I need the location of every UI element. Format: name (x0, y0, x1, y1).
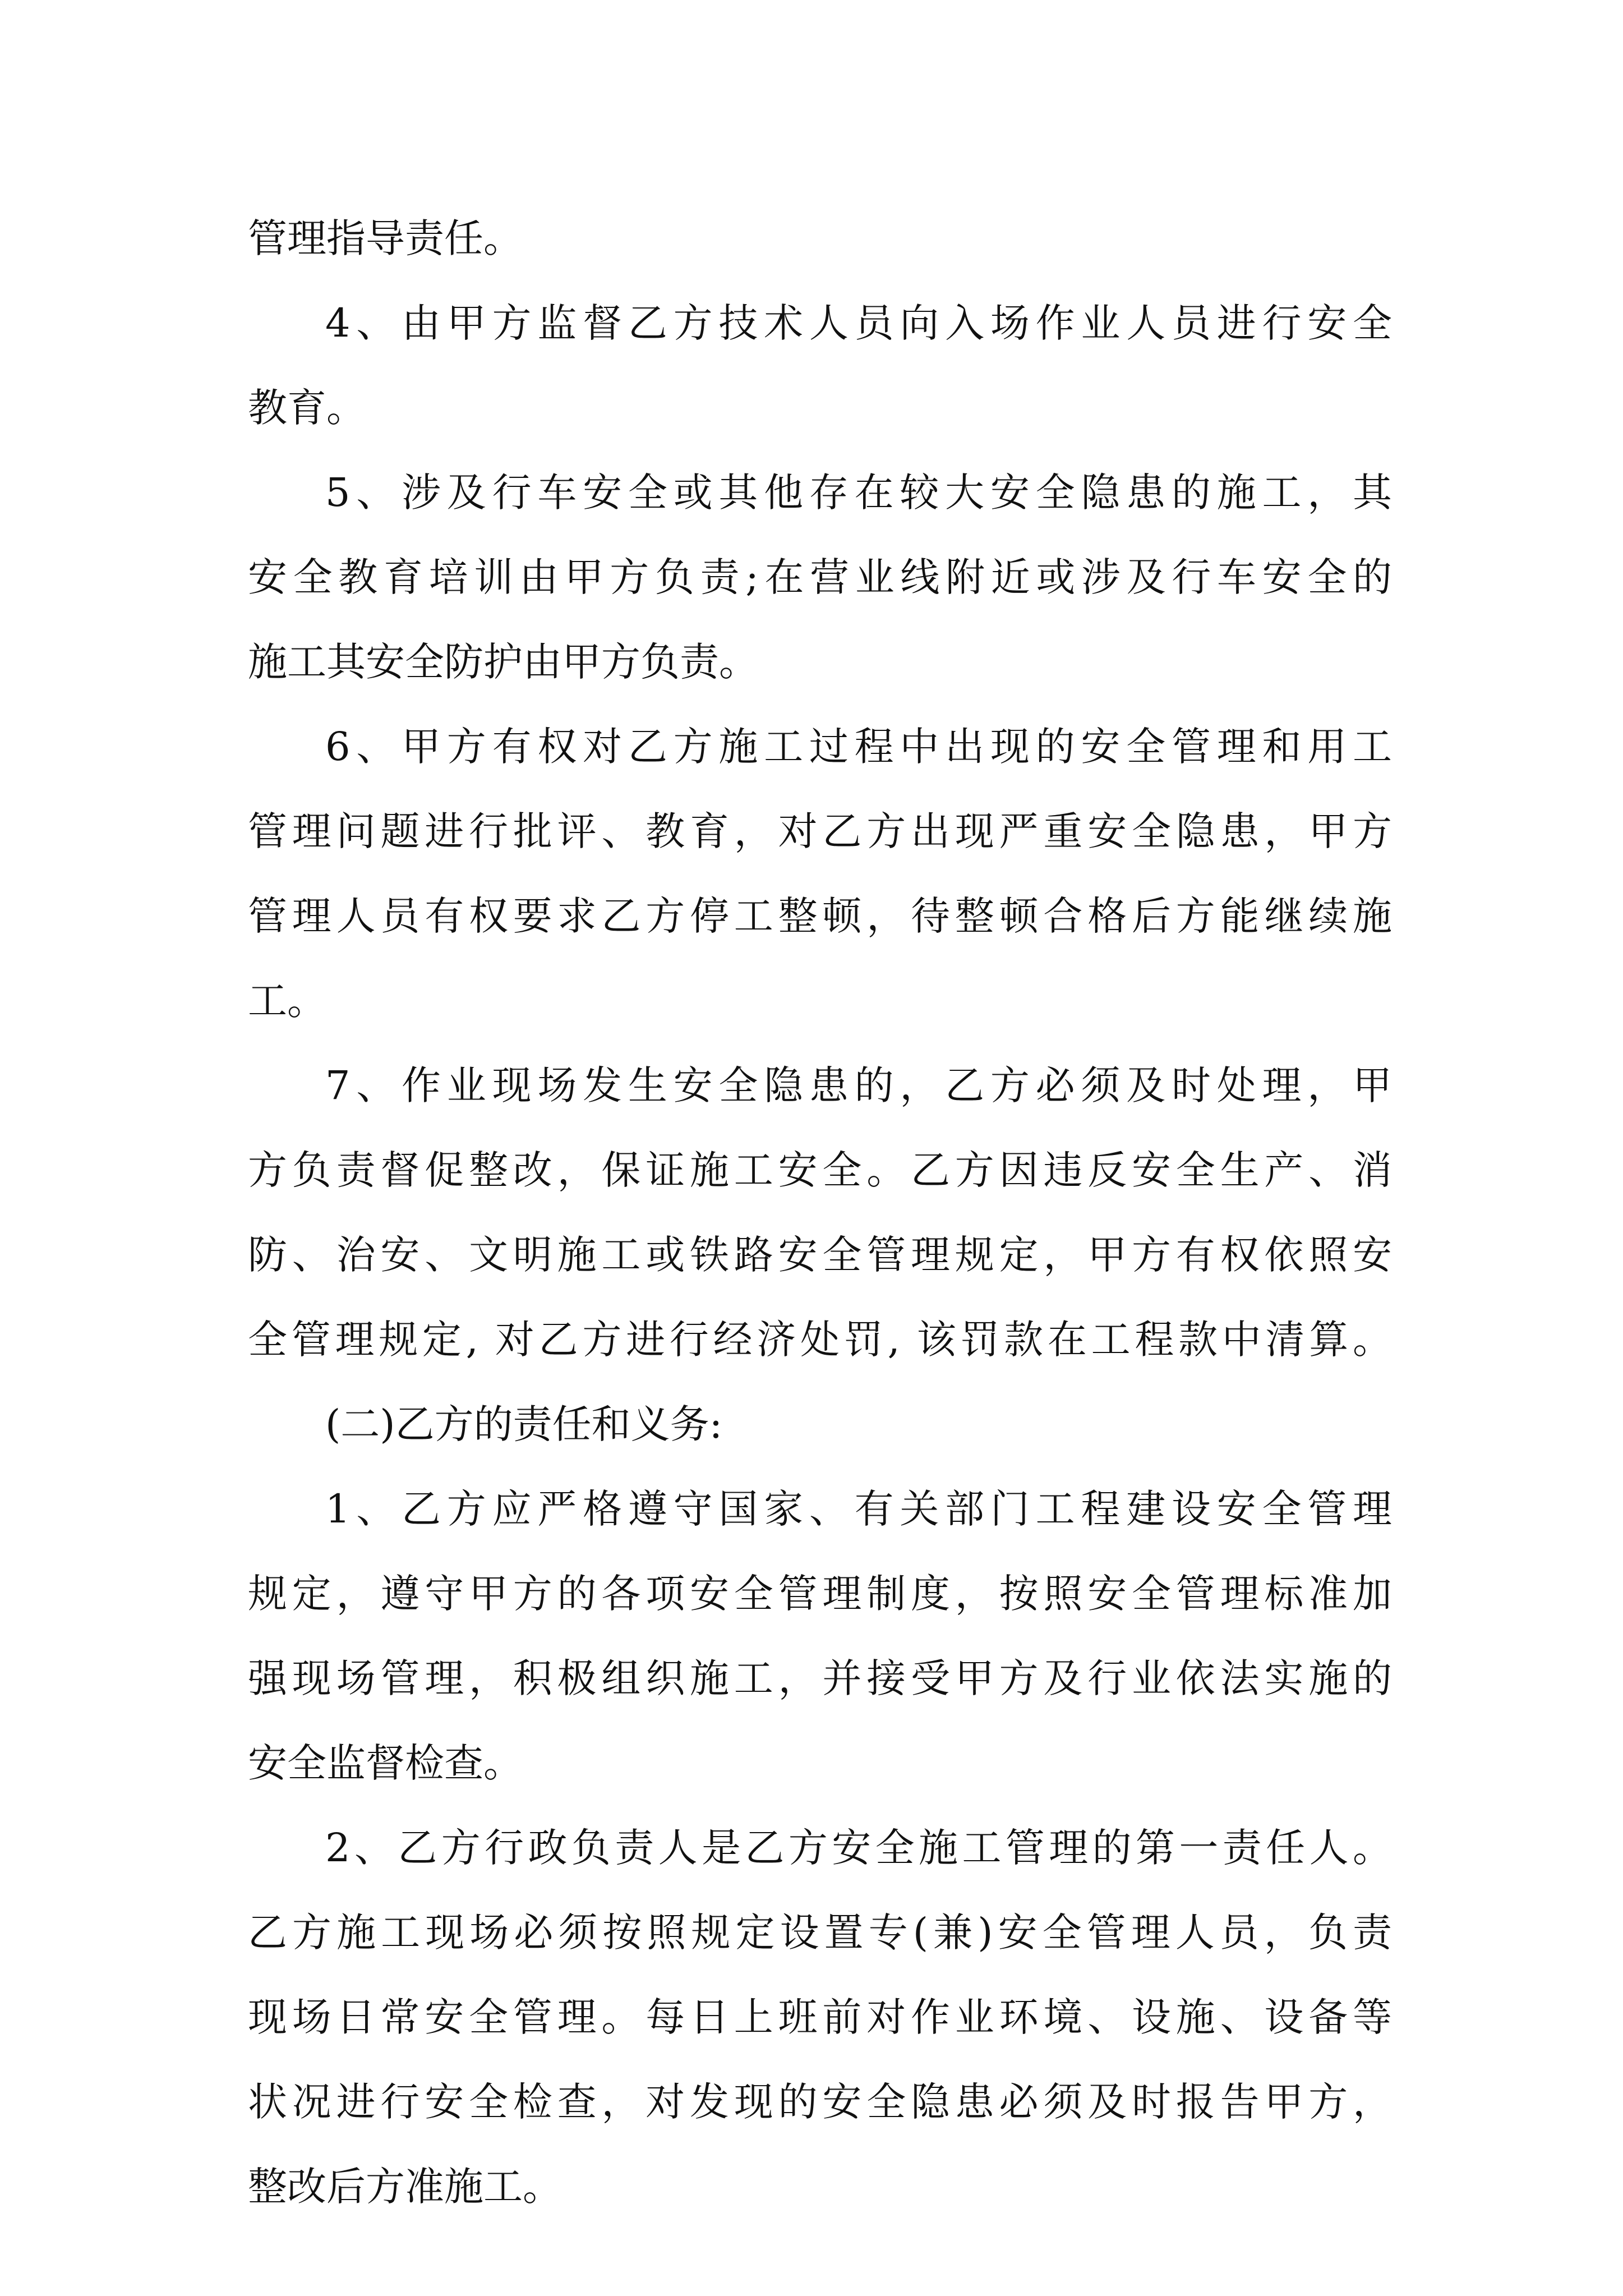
text-line: 状况进行安全检查，对发现的安全隐患必须及时报告甲方， (248, 2079, 1392, 2125)
text-line: 7、作业现场发生安全隐患的，乙方必须及时处理，甲 (325, 1062, 1392, 1108)
text-line: 管理人员有权要求乙方停工整顿，待整顿合格后方能继续施 (248, 893, 1392, 939)
text-line: 施工其安全防护由甲方负责。 (248, 639, 758, 685)
text-line: 6、甲方有权对乙方施工过程中出现的安全管理和用工 (325, 724, 1392, 770)
text-line: 全管理规定, 对乙方进行经济处罚, 该罚款在工程款中清算。 (248, 1317, 1392, 1363)
text-line: 防、治安、文明施工或铁路安全管理规定，甲方有权依照安 (248, 1232, 1392, 1278)
text-line: 管理问题进行批评、教育，对乙方出现严重安全隐患，甲方 (248, 808, 1392, 854)
text-line: 工。 (248, 978, 326, 1024)
text-line: 强现场管理，积极组织施工，并接受甲方及行业依法实施的 (248, 1655, 1392, 1701)
text-line: 安全教育培训由甲方负责;在营业线附近或涉及行车安全的 (248, 554, 1392, 600)
text-line: 5、涉及行车安全或其他存在较大安全隐患的施工，其 (325, 470, 1392, 516)
section-heading: (二)乙方的责任和义务: (325, 1401, 723, 1447)
text-line: 规定，遵守甲方的各项安全管理制度，按照安全管理标准加 (248, 1571, 1392, 1617)
text-line: 乙方施工现场必须按照规定设置专(兼)安全管理人员，负责 (248, 1910, 1392, 1955)
text-line: 整改后方准施工。 (248, 2164, 562, 2210)
text-line: 1、乙方应严格遵守国家、有关部门工程建设安全管理 (325, 1486, 1392, 1532)
text-line: 2、乙方行政负责人是乙方安全施工管理的第一责任人。 (325, 1825, 1392, 1871)
text-line: 管理指导责任。 (248, 215, 523, 261)
text-line: 现场日常安全管理。每日上班前对作业环境、设施、设备等 (248, 1994, 1392, 2040)
text-line: 安全监督检查。 (248, 1740, 523, 1786)
text-line: 教育。 (248, 385, 366, 431)
text-line: 方负责督促整改，保证施工安全。乙方因违反安全生产、消 (248, 1147, 1392, 1193)
text-line: 4、由甲方监督乙方技术人员向入场作业人员进行安全 (325, 300, 1392, 346)
